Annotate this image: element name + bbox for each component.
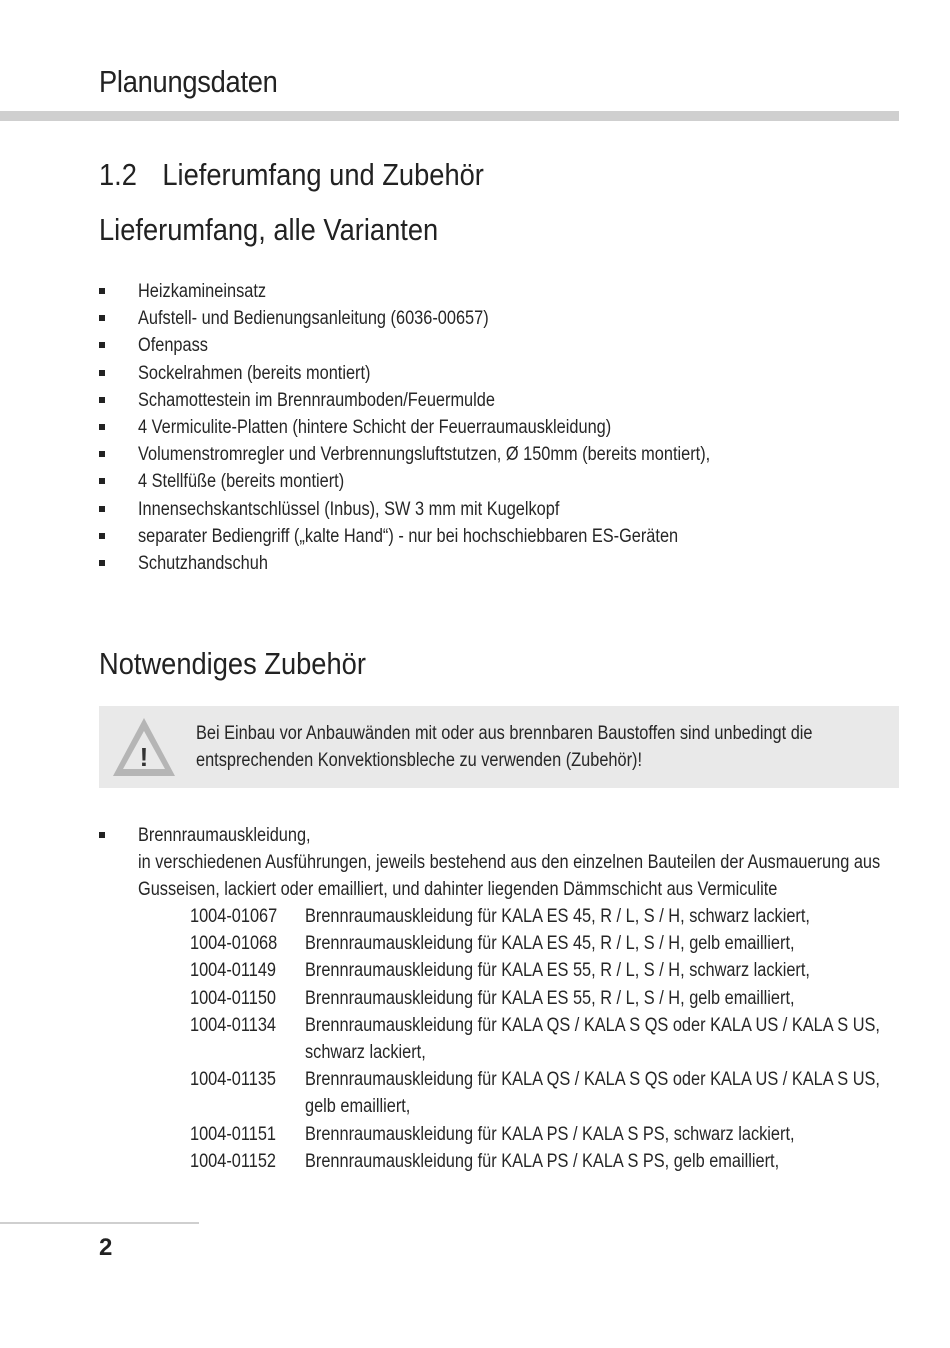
list-item-text: 4 Stellfüße (bereits montiert) bbox=[138, 471, 345, 493]
list-item-text: separater Bediengriff („kalte Hand“) - nur bei hochschiebbaren ES-Geräten bbox=[138, 525, 679, 547]
list-item-text: Aufstell- und Bedienungsanleitung (6036-00657) bbox=[138, 308, 489, 330]
list-item-text: Volumenstromregler und Verbrennungsluftstutzen, Ø 150mm (bereits montiert), bbox=[138, 444, 711, 466]
accessory-desc-line-1: in verschiedenen Ausführungen, jeweils bestehend aus den einzelnen Bauteilen der Ausmauerung aus bbox=[138, 852, 881, 874]
bullet-icon bbox=[99, 342, 105, 348]
part-description: Brennraumauskleidung für KALA ES 55, R / L, S / H, schwarz lackiert, bbox=[305, 960, 810, 982]
bullet-icon bbox=[99, 478, 105, 484]
page-header-title: Planungsdaten bbox=[99, 64, 278, 99]
bullet-icon bbox=[99, 506, 105, 512]
bullet-icon bbox=[99, 315, 105, 321]
section-heading bbox=[99, 157, 484, 193]
header-rule bbox=[0, 111, 899, 121]
part-number: 1004-01152 bbox=[190, 1150, 277, 1172]
bullet-icon bbox=[99, 397, 105, 403]
part-description-cont: schwarz lackiert, bbox=[305, 1041, 426, 1063]
part-number: 1004-01135 bbox=[190, 1069, 277, 1091]
page-number: 2 bbox=[99, 1234, 113, 1261]
delivery-heading: Lieferumfang, alle Varianten bbox=[99, 212, 439, 247]
accessories-heading: Notwendiges Zubehör bbox=[99, 646, 366, 681]
footer-rule bbox=[0, 1222, 199, 1224]
bullet-icon bbox=[99, 451, 105, 457]
bullet-icon bbox=[99, 424, 105, 430]
part-description: Brennraumauskleidung für KALA ES 45, R / L, S / H, schwarz lackiert, bbox=[305, 906, 810, 927]
list-item-text: Schutzhandschuh bbox=[138, 552, 268, 574]
part-description: Brennraumauskleidung für KALA QS / KALA S QS oder KALA US / KALA S US, bbox=[305, 1014, 880, 1036]
warning-text bbox=[196, 720, 813, 774]
accessory-title: Brennraumauskleidung, bbox=[138, 825, 311, 846]
bullet-icon bbox=[99, 533, 105, 539]
part-number: 1004-01067 bbox=[190, 906, 278, 927]
part-description: Brennraumauskleidung für KALA ES 55, R / L, S / H, gelb emailliert, bbox=[305, 987, 795, 1009]
part-number: 1004-01134 bbox=[190, 1014, 277, 1036]
part-description: Brennraumauskleidung für KALA PS / KALA S PS, schwarz lackiert, bbox=[305, 1123, 795, 1145]
list-item-text: Schamottestein im Brennraumboden/Feuermulde bbox=[138, 389, 495, 411]
accessory-desc-line-2: Gusseisen, lackiert oder emailliert, und dahinter liegenden Dämmschicht aus Vermiculite bbox=[138, 879, 778, 901]
part-description: Brennraumauskleidung für KALA PS / KALA S PS, gelb emailliert, bbox=[305, 1150, 780, 1172]
list-item-text: Innensechskantschlüssel (Inbus), SW 3 mm mit Kugelkopf bbox=[138, 498, 560, 520]
list-item-text: Sockelrahmen (bereits montiert) bbox=[138, 362, 371, 384]
part-description: Brennraumauskleidung für KALA QS / KALA S QS oder KALA US / KALA S US, bbox=[305, 1069, 880, 1091]
part-number: 1004-01068 bbox=[190, 933, 278, 955]
part-number: 1004-01150 bbox=[190, 987, 277, 1009]
part-number: 1004-01149 bbox=[190, 960, 277, 982]
list-item-text: Ofenpass bbox=[138, 335, 208, 357]
bullet-icon bbox=[99, 832, 105, 838]
warning-line-1: Bei Einbau vor Anbauwänden mit oder aus brennbaren Baustoffen sind unbedingt die bbox=[196, 723, 813, 744]
warning-line-2: entsprechenden Konvektionsbleche zu verwenden (Zubehör)! bbox=[196, 750, 643, 772]
warning-triangle-icon bbox=[111, 714, 177, 780]
bullet-icon bbox=[99, 288, 105, 294]
svg-text:!: ! bbox=[139, 742, 149, 772]
warning-box bbox=[99, 706, 899, 788]
section-number: 1.2 bbox=[99, 157, 137, 192]
bullet-icon bbox=[99, 370, 105, 376]
list-item-text: 4 Vermiculite-Platten (hintere Schicht der Feuerraumauskleidung) bbox=[138, 416, 612, 438]
part-description-cont: gelb emailliert, bbox=[305, 1096, 411, 1118]
bullet-icon bbox=[99, 560, 105, 566]
section-title: Lieferumfang und Zubehör bbox=[162, 157, 484, 192]
list-item-text: Heizkamineinsatz bbox=[138, 281, 267, 302]
part-number: 1004-01151 bbox=[190, 1123, 277, 1145]
part-description: Brennraumauskleidung für KALA ES 45, R / L, S / H, gelb emailliert, bbox=[305, 933, 795, 955]
